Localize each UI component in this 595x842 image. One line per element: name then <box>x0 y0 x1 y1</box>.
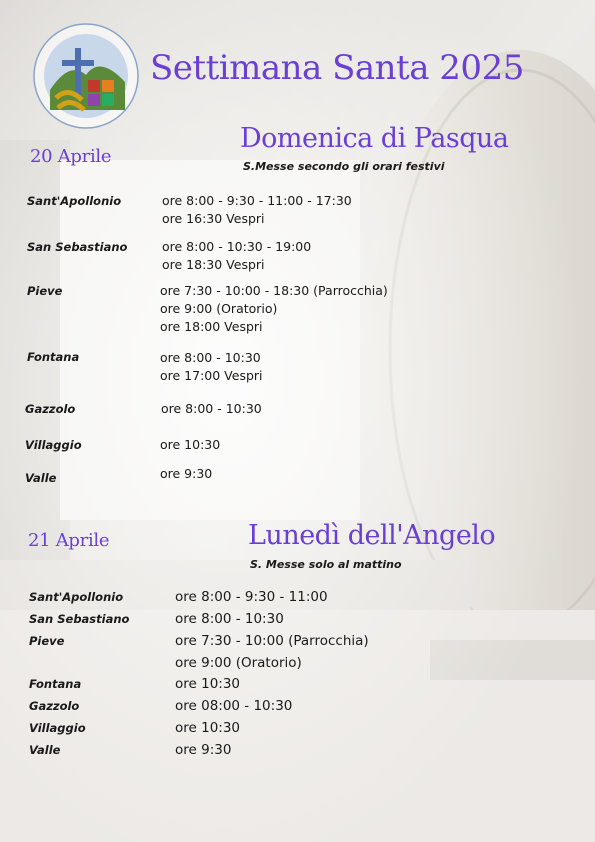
day1-date: 20 Aprile <box>30 146 112 167</box>
time-line: ore 8:00 - 10:30 <box>160 350 261 365</box>
day2-times-villaggio <box>175 717 240 739</box>
time-line: ore 10:30 <box>160 437 221 452</box>
day2-times-san-sebastiano <box>175 608 284 630</box>
day1-times-valle <box>160 465 212 483</box>
time-line: ore 8:00 - 10:30 <box>175 611 284 627</box>
day2-place-pieve: Pieve <box>29 634 65 648</box>
day2-times-sant-apollonio <box>175 586 328 608</box>
day1-place-fontana: Fontana <box>27 350 80 364</box>
day1-place-san-sebastiano: San Sebastiano <box>27 240 128 254</box>
day2-times-fontana <box>175 673 240 695</box>
time-line: ore 10:30 <box>175 676 241 692</box>
day2-place-sant-apollonio: Sant'Apollonio <box>29 590 124 604</box>
day2-subtitle: S. Messe solo al mattino <box>250 558 402 571</box>
day1-times-pieve <box>160 282 388 336</box>
time-line: ore 8:00 - 10:30 - 19:00 <box>162 239 312 254</box>
time-line: ore 8:00 - 9:30 - 11:00 - 17:30 <box>162 193 352 208</box>
day1-place-valle: Valle <box>25 471 57 485</box>
page-title: Settimana Santa 2025 <box>150 48 524 88</box>
day2-place-valle: Valle <box>29 743 61 757</box>
day1-place-pieve: Pieve <box>27 284 63 298</box>
time-line: ore 18:00 Vespri <box>160 319 263 334</box>
day2-times-pieve <box>175 630 369 674</box>
day1-times-san-sebastiano <box>162 238 311 274</box>
time-line: ore 18:30 Vespri <box>162 257 265 272</box>
day1-times-gazzolo <box>161 400 262 418</box>
day2-times-gazzolo <box>175 695 292 717</box>
day2-place-villaggio: Villaggio <box>29 721 86 735</box>
time-line: ore 17:00 Vespri <box>160 368 263 383</box>
day1-subtitle: S.Messe secondo gli orari festivi <box>243 160 445 173</box>
parish-unit-logo <box>30 20 142 132</box>
day2-place-gazzolo: Gazzolo <box>29 699 80 713</box>
day2-date: 21 Aprile <box>28 530 110 551</box>
day2-times-valle <box>175 739 231 761</box>
time-line: ore 9:30 <box>160 466 213 481</box>
time-line: ore 9:30 <box>175 742 232 758</box>
day1-times-villaggio <box>160 436 220 454</box>
time-line: ore 7:30 - 10:00 - 18:30 (Parrocchia) <box>160 283 388 298</box>
time-line: ore 8:00 - 10:30 <box>161 401 262 416</box>
day1-place-sant-apollonio: Sant'Apollonio <box>27 194 122 208</box>
day1-place-gazzolo: Gazzolo <box>25 402 76 416</box>
time-line: ore 10:30 <box>175 720 241 736</box>
time-line: ore 7:30 - 10:00 (Parrocchia) <box>175 633 369 649</box>
time-line: ore 08:00 - 10:30 <box>175 698 293 714</box>
day1-place-villaggio: Villaggio <box>25 438 82 452</box>
time-line: ore 16:30 Vespri <box>162 211 265 226</box>
day2-place-fontana: Fontana <box>29 677 82 691</box>
time-line: ore 8:00 - 9:30 - 11:00 <box>175 589 328 605</box>
day1-times-sant-apollonio <box>162 192 352 228</box>
day1-title: Domenica di Pasqua <box>240 123 509 154</box>
day2-place-san-sebastiano: San Sebastiano <box>29 612 130 626</box>
time-line: ore 9:00 (Oratorio) <box>175 655 302 671</box>
time-line: ore 9:00 (Oratorio) <box>160 301 278 316</box>
day2-title: Lunedì dell'Angelo <box>248 520 496 551</box>
parish-logo-icon <box>30 20 142 132</box>
day1-times-fontana <box>160 349 263 385</box>
